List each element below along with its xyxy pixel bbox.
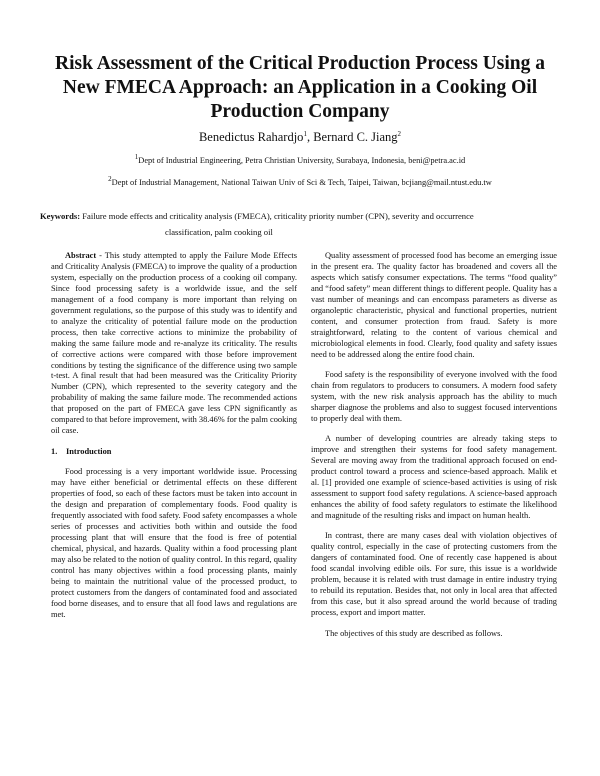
right-column [311,251,557,640]
affiliation-line [0,153,600,165]
abstract-text: - This study attempted to apply the Failure Mode Effects and Criticality Analysis (FMECA) to improve the quality of a production system, especially on the production process of a cooking oil company. Since food processing safety is a worldwide issue, and the self management of a food company is more important than relying on government regulations, so the purpose of this study was to identify and to analyze the criticality of potential failure mode on the production process, then take corrective actions to minimize the probability of making the same failure mode and re-analyze its criticality. The results of corrective actions were compared with those before improvement conditions by testing the significance of the difference using two sample t-test. A final result that had been measured was the Criticality Priority Number (CPN), which represented to the severity category and the probability of making the same failure mode. The recommended actions that proposed on the part of FMECA gave less CPN significantly as compared to that before improvement, with 38.46% for the palm cooking oil case. [51,251,297,436]
author-affiliation-mark: 2 [397,129,402,138]
body-paragraph: Food safety is the responsibility of everyone involved with the food chain from regulators to producers to consumers. A modern food safety system, with the new risk analysis approach has the ability to much sharper diagnose the problems and also to suggest focused interventions to properly deal with them. [311,370,557,423]
affiliation-line [0,175,600,187]
affiliation-text: Dept of Industrial Engineering, Petra Christian University, Surabaya, Indonesia, beni@petra.ac.id [138,156,466,165]
paper-title: Risk Assessment of the Critical Production Process Using a New FMECA Approach: an Application in a Cooking Oil Production Company [54,53,545,122]
section-number: 1. [51,446,58,456]
keywords-block [40,208,535,240]
author-separator: , [306,130,314,144]
author-name: Benedictus Rahardjo [198,130,304,144]
body-paragraph: Quality assessment of processed food has become an emerging issue in the present era. The quality factor has broadened and covers all the aspects which satisfy consumer expectations. The terms “food quality” and “food safety” mean different things to different people. Quality has a vast number of meanings and can encompass parameters as diverse as organoleptic characteristic, physical and functional properties, nutrient content, and consumer protection from fraud. Safety is more straightforward, relating to the content of various chemical and microbiological elements in food. Clearly, food quality and safety issues need to be addressed along the entire food chain. [311,251,557,359]
body-paragraph: A number of developing countries are already taking steps to improve and strengthen their systems for food safety management. Several are moving away from the traditional approach focused on end-product control toward a process and science-based approach. Malik et al. [1] provided one example of science-based activities is using of risk assessment to support food safety regulations. A science-based approach enhances the ability of food safety regulators to estimate the likelihood and magnitude of the resulting risks and impact on human health. [311,434,557,520]
left-column [51,251,297,621]
affiliation-mark: 1 [134,153,139,162]
author-line [0,130,600,145]
keywords-text: Failure mode effects and criticality analysis (FMECA), criticality priority number (CPN), severity and occurrence [82,211,474,221]
abstract-paragraph [51,251,297,437]
section-title: Introduction [66,446,112,456]
body-paragraph: In contrast, there are many cases deal with violation objectives of quality control, especially in the case of protecting customers from the dangers of contaminated food. One of recently case happened is about food scandal involving edible oils. For sure, this issue is a worldwide problem, because it is related with trust damage in entire industry trying to rebuild its reputation. Besides that, not only in local area that affected from this case, but it also spread around the world because of trading process, export and import matter. [311,531,557,618]
body-paragraph: Food processing is a very important worldwide issue. Processing may have either beneficial or detrimental effects on these different properties of food, so each of these factors must be taken into account in the design and preparation of complementary foods. Food quality is frequently associated with food safety. Food safety encompasses a whole series of processes and activities both within and outside the food processing plant that will ensure that the food is free of potential chemical, physical, and hazards. Quality within a food processing plant may also be related to the notion of quality control. In this regard, quality control has many objectives within a food processing plants, mainly being to maintain the nutritional value of the processed product, to protect customers from the dangers of contaminated food and associated food borne diseases, and to ensure that all food laws and regulations are met. [51,467,297,619]
author-name: Bernard C. Jiang [313,130,398,144]
keywords-text-continued: classification, palm cooking oil [165,227,273,237]
author-affiliation-mark: 1 [303,129,307,138]
body-paragraph: The objectives of this study are described as follows. [325,628,503,638]
affiliation-text: Dept of Industrial Management, National Taiwan Univ of Sci & Tech, Taipei, Taiwan, bcjiang@mail.ntust.edu.tw [111,178,492,187]
affiliation-mark: 2 [108,175,112,184]
section-heading-introduction [51,447,297,458]
abstract-label: Abstract [65,251,97,260]
keywords-label: Keywords: [40,211,81,221]
